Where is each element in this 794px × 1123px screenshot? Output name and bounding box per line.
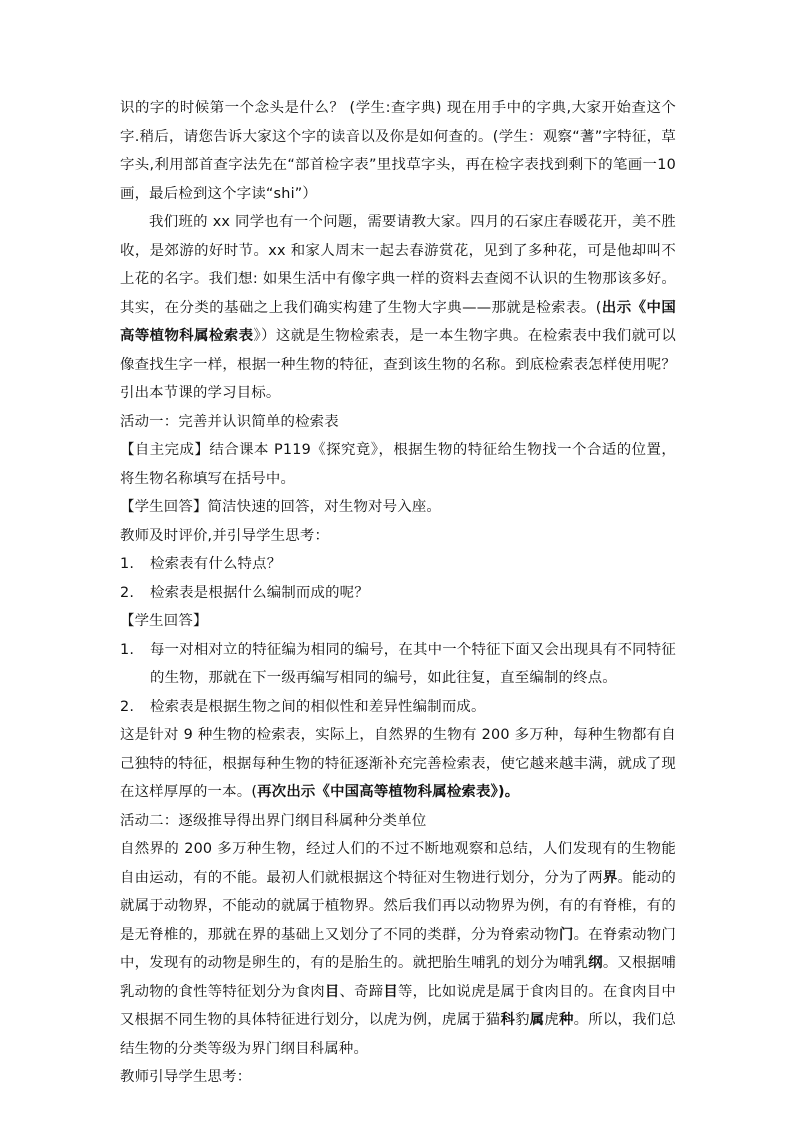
list-number: 1.	[120, 641, 135, 658]
paragraph-student-answer-heading: 【学生回答】	[120, 613, 208, 629]
list-number: 2.	[120, 698, 135, 715]
paragraph-teacher-evaluate: 教师及时评价,并引导学生思考：	[120, 527, 330, 544]
text-segment: 、奇蹄	[339, 983, 384, 1000]
text-segment: 》）这就是生物检索表，是一本生物字典。在检索表中我们就可以像查找生字一样，根据一种生物的特征，查到该生物的名称。到底检索表怎样使用呢？引出本节课的学习目标。	[120, 328, 676, 401]
document-body	[120, 94, 676, 1092]
paragraph-classmate-question	[120, 208, 676, 408]
bold-text: 门	[558, 926, 574, 943]
bold-text: 再次出示《中国高等植物科属检索表》	[257, 784, 498, 800]
list-item-question-1	[120, 550, 676, 579]
text-segment: 。所以，我们总结生物的分类等级为界门纲目科属种。	[120, 1012, 677, 1057]
bold-text: 科	[500, 1012, 516, 1028]
text-segment: 这是针对 9 种生物的检索表，实际上，自然界的生物有 200 多万种，每种生物都有自己独特的特征，根据每种生物的特征逐渐补充完善检索表，使它越来越丰满，就成了现在这样厚厚的一本。(	[120, 727, 676, 800]
bold-text: 属	[529, 1012, 545, 1028]
list-text: 每一对相对立的特征编为相同的编号，在其中一个特征下面又会出现具有不同特征的生物，那就在下一级再编写相同的编号，如此往复，直至编制的终点。	[150, 641, 676, 686]
bold-text: 纲	[588, 955, 603, 971]
list-number: 2.	[120, 584, 135, 601]
list-item-answer-1	[120, 636, 676, 693]
activity-two-heading: 活动二：逐级推导得出界门纲目科属种分类单位	[120, 812, 427, 829]
activity-one-heading: 活动一：完善并认识简单的检索表	[120, 413, 339, 430]
bold-text: )。	[497, 784, 520, 800]
bold-text: 目	[383, 983, 399, 1000]
bold-text: 界	[602, 869, 618, 886]
list-text: 检索表是根据什么编制而成的呢？	[150, 584, 369, 601]
paragraph-nine-organisms	[120, 721, 676, 807]
paragraph-dictionary-intro: 识的字的时候第一个念头是什么？ (学生:查字典) 现在用手中的字典,大家开始查这个字.稍后，请您告诉大家这个字的读音以及你是如何查的。(学生：观察“蓍”字特征，草字头,利用部首查字法先在“部首检字表”里找草字头，再在检字表找到剩下的笔画一10画，最后检到这个字读“shi”）	[120, 100, 676, 202]
text-segment: 豹	[515, 1012, 530, 1028]
list-number: 1.	[120, 556, 135, 572]
paragraph-self-complete: 【自主完成】结合课本 P119《探究竟》，根据生物的特征给生物找一个合适的位置，将生物名称填写在括号中。	[120, 442, 676, 487]
text-segment: 我们班的 xx 同学也有一个问题，需要请教大家。四月的石家庄春暖花开，美不胜收，是郊游的好时节。xx 和家人周末一起去春游赏花，见到了多种花，可是他却叫不上花的名字。我们想: 如果生活中有像字典一样的资料去查阅不认识的生物那该多好。其实，在分类的基础之上我们确实构建了生物大字典——那就是检索表。(	[120, 214, 676, 316]
bold-text: 种	[559, 1012, 574, 1028]
bold-text: 出示《中国高等植物科属检索表	[120, 299, 676, 344]
paragraph-teacher-guide: 教师引导学生思考：	[120, 1069, 252, 1085]
list-text: 检索表有什么特点？	[150, 556, 282, 572]
paragraph-classification-levels	[120, 835, 676, 1063]
text-segment: 虎	[544, 1012, 559, 1028]
text-segment: 。在脊索动物门中，发现有的动物是卵生的，有的是胎生的。就把胎生哺乳的划分为哺乳	[120, 926, 676, 971]
text-segment: 自然界的 200 多万种生物，经过人们的不过不断地观察和总结，人们发现有的生物能自由运动，有的不能。最初人们就根据这个特征对生物进行划分，分为了两	[120, 841, 676, 886]
bold-text: 目	[324, 983, 340, 1000]
text-segment: 等，比如说虎是属于食肉目的。在食肉目中又根据不同生物的具体特征进行划分，以虎为例，虎属于猫	[120, 983, 676, 1028]
text-segment: 。能动的就属于动物界，不能动的就属于植物界。然后我们再以动物界为例，有的有脊椎，有的是无脊椎的，那就在界的基础上又划分了不同的类群，分为脊索动物	[120, 869, 676, 943]
list-item-question-2	[120, 579, 676, 608]
list-item-answer-2	[120, 693, 676, 722]
list-text: 检索表是根据生物之间的相似性和差异性编制而成。	[150, 698, 486, 715]
text-segment: 。又根据哺乳动物的食性等特征划分为食肉	[120, 955, 676, 1000]
paragraph-student-answer: 【学生回答】简洁快速的回答，对生物对号入座。	[120, 499, 441, 515]
